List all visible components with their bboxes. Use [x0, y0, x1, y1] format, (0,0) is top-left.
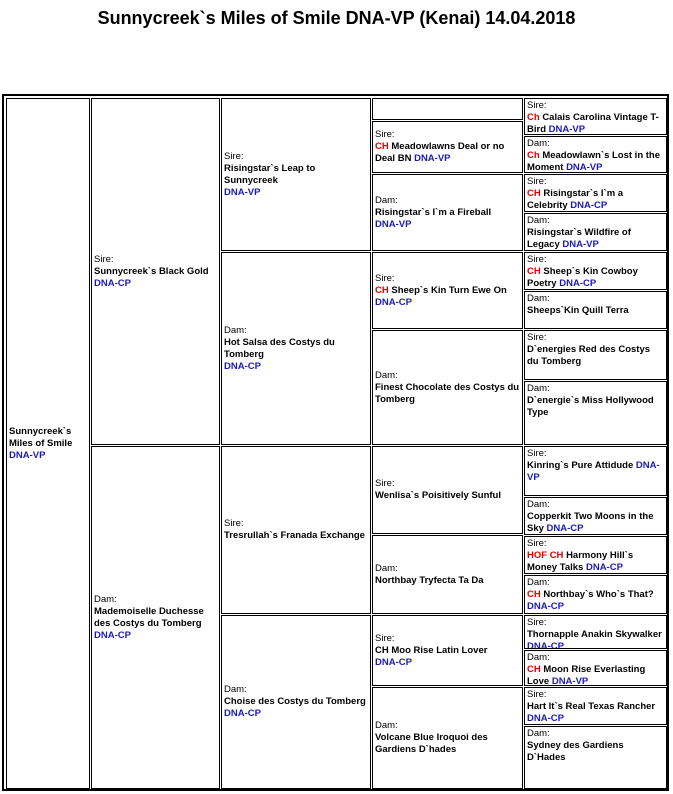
horse-name: Risingstar`s I`m a Celebrity: [527, 188, 624, 211]
horse-name: Northbay Tryfecta Ta Da: [375, 574, 484, 586]
dna-status: DNA-CP: [94, 629, 131, 641]
horse-name: Sheep`s Kin Turn Ewe On: [391, 284, 507, 296]
pedigree-gen4-6: [524, 291, 667, 329]
dna-status: DNA-VP: [527, 460, 660, 483]
role-label: Sire:: [375, 129, 395, 140]
horse-name: Kinring`s Pure Attidude: [527, 460, 634, 471]
dna-status: DNA-CP: [527, 641, 564, 649]
horse-name: Wenlisa`s Poisitively Sunful: [375, 490, 501, 501]
horse-name: Risingstar`s I`m a Fireball: [375, 206, 492, 218]
role-label: Dam:: [375, 369, 398, 381]
page-title: Sunnycreek`s Miles of Smile DNA-VP (Kenai) 14.04.2018: [97, 8, 576, 28]
dna-status: DNA-VP: [562, 239, 599, 250]
pedigree-gen4-3: [524, 174, 667, 212]
horse-name: Moon Rise Everlasting Love: [527, 664, 646, 686]
pedigree-gen4-15: [524, 687, 667, 725]
horse-name: Sheeps`Kin Quill Terra: [527, 305, 629, 316]
role-label: Dam:: [527, 383, 550, 394]
role-label: Sire:: [94, 253, 114, 265]
pedigree-ss-sire: [372, 121, 523, 173]
role-label: Sire:: [527, 448, 547, 459]
horse-name: Meadowlawn`s Lost in the Moment: [527, 150, 661, 173]
pedigree-sd-dam: [372, 330, 523, 445]
role-label: Dam:: [527, 293, 550, 304]
dna-status: DNA-CP: [585, 562, 623, 573]
pedigree-gen4-16: [524, 726, 667, 789]
dna-status: DNA-CP: [375, 656, 412, 668]
role-label: Sire:: [527, 689, 547, 700]
horse-name: Meadowlawns Deal or no Deal BN: [375, 141, 505, 164]
horse-name: Finest Chocolate des Costys du Tomberg: [375, 381, 520, 405]
role-label: Dam:: [527, 138, 550, 149]
role-label: Dam:: [224, 684, 247, 695]
dna-status: DNA-VP: [566, 162, 603, 173]
pedigree-gen4-9: [524, 446, 667, 496]
dna-status: DNA-CP: [224, 360, 261, 372]
role-label: Sire:: [224, 518, 244, 529]
pedigree-gen4-14: [524, 650, 667, 686]
horse-name: Thornapple Anakin Skywalker: [527, 629, 662, 640]
role-label: Sire:: [527, 332, 547, 343]
role-label: Dam:: [94, 593, 117, 605]
horse-name: Hart It`s Real Texas Rancher: [527, 701, 656, 712]
dna-status: DNA-CP: [224, 708, 261, 719]
pedigree-gen4-7: [524, 330, 667, 380]
pedigree-gen4-8: [524, 381, 667, 445]
role-label: Sire:: [375, 632, 395, 644]
pedigree-sire-dam: [221, 252, 371, 445]
subject-name: Sunnycreek`s Miles of Smile: [9, 425, 73, 449]
role-label: Dam:: [224, 324, 247, 336]
title-tag: Ch: [527, 112, 540, 123]
role-label: Sire:: [375, 478, 395, 489]
pedigree-table: [2, 94, 669, 791]
title-tag: CH: [527, 589, 541, 600]
pedigree-dd-sire: [372, 615, 523, 686]
horse-name: Volcane Blue Iroquoi des Gardiens D`hades: [375, 732, 488, 755]
dna-status: DNA-CP: [94, 277, 131, 289]
role-label: Sire:: [527, 176, 547, 187]
horse-name: Copperkit Two Moons in the Sky: [527, 511, 654, 534]
role-label: Dam:: [527, 728, 550, 739]
pedigree-gen4-11: [524, 536, 667, 574]
horse-name: Mademoiselle Duchesse des Costys du Tomberg: [94, 605, 204, 629]
role-label: Sire:: [224, 150, 244, 162]
role-label: Dam:: [375, 194, 398, 206]
pedigree-sd-sire: [372, 252, 523, 329]
dna-status: DNA-VP: [548, 124, 586, 135]
horse-name: D`energies Red des Costys du Tomberg: [527, 344, 651, 367]
horse-name: Harmony Hill`s Money Talks: [527, 550, 634, 573]
dna-status: DNA-VP: [375, 218, 412, 230]
role-label: Dam:: [375, 562, 398, 574]
pedigree-gen4-5: [524, 252, 667, 290]
pedigree-ds-sire: [372, 446, 523, 534]
pedigree-gen4-13: [524, 615, 667, 649]
dna-status: DNA-CP: [570, 200, 608, 211]
title-tag: HOF CH: [527, 550, 564, 561]
horse-name: D`energie`s Miss Hollywood Type: [527, 395, 654, 418]
dna-status: DNA-VP: [551, 676, 589, 686]
horse-name: Sheep`s Kin Cowboy Poetry: [527, 266, 638, 289]
dna-status: DNA-CP: [559, 278, 597, 289]
dna-status: DNA-VP: [224, 186, 261, 198]
dna-status: DNA-VP: [414, 153, 451, 164]
pedigree-subject: [6, 98, 90, 789]
dna-status: DNA-CP: [527, 713, 564, 724]
pedigree-dam-sire: [221, 446, 371, 614]
horse-name: Risingstar`s Leap to Sunnycreek: [224, 162, 316, 186]
horse-name: Sunnycreek`s Black Gold: [94, 265, 209, 277]
role-label: Sire:: [527, 617, 547, 628]
horse-name: Tresrullah`s Franada Exchange: [224, 530, 365, 541]
title-tag: Ch: [527, 150, 540, 161]
role-label: Dam:: [527, 577, 550, 588]
horse-name: Calais Carolina Vintage T-Bird: [527, 112, 659, 135]
title-tag: CH: [375, 284, 389, 296]
dna-status: DNA-CP: [375, 296, 412, 308]
pedigree-gen4-4: [524, 213, 667, 251]
pedigree-dam-dam: [221, 615, 371, 789]
dna-status: DNA-CP: [546, 523, 584, 534]
horse-name: Sydney des Gardiens D`Hades: [527, 740, 624, 763]
horse-name: Choise des Costys du Tomberg: [224, 696, 366, 707]
pedigree-dam: [91, 446, 220, 789]
dna-status: DNA-CP: [527, 601, 564, 612]
role-label: Dam:: [527, 499, 550, 510]
pedigree-gen4-1: [524, 98, 667, 135]
role-label: Sire:: [527, 100, 547, 111]
role-label: Sire:: [527, 538, 547, 549]
pedigree-gen4-12: [524, 575, 667, 614]
horse-name: Northbay`s Who`s That?: [543, 589, 654, 600]
pedigree-gen4-2: [524, 136, 667, 173]
pedigree-sire-sire: [221, 98, 371, 251]
title-tag: CH: [527, 664, 541, 675]
pedigree-ss-dam: [372, 174, 523, 251]
role-label: Sire:: [527, 254, 547, 265]
horse-name: Hot Salsa des Costys du Tomberg: [224, 336, 335, 360]
pedigree-sss-blank: [372, 98, 523, 120]
pedigree-sire: [91, 98, 220, 445]
pedigree-gen4-10: [524, 497, 667, 535]
horse-name: Risingstar`s Wildfire of Legacy: [527, 227, 631, 250]
title-tag: CH: [527, 266, 541, 277]
pedigree-dd-dam: [372, 687, 523, 789]
title-tag: CH: [527, 188, 541, 199]
horse-name: CH Moo Rise Latin Lover: [375, 644, 488, 656]
pedigree-ds-dam: [372, 535, 523, 614]
role-label: Dam:: [527, 215, 550, 226]
subject-dna: DNA-VP: [9, 449, 46, 461]
title-tag: CH: [375, 141, 389, 152]
role-label: Dam:: [375, 720, 398, 731]
role-label: Dam:: [527, 652, 550, 663]
role-label: Sire:: [375, 272, 395, 284]
